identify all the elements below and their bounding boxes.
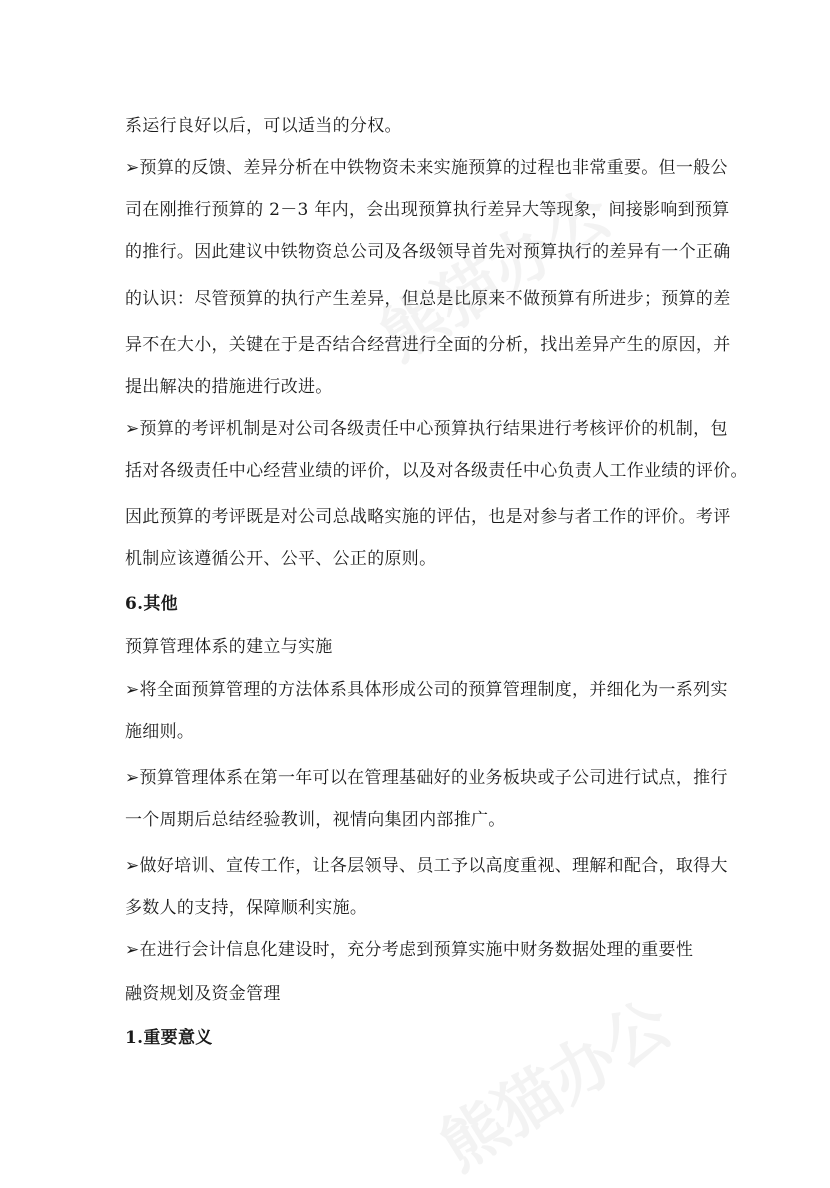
watermark-lower	[420, 974, 686, 1188]
text-line: 系运行良好以后，可以适当的分权。	[125, 116, 402, 136]
text-line: 司在刚推行预算的 2－3 年内，会出现预算执行差异大等现象，间接影响到预算	[125, 200, 730, 220]
subheading: 预算管理体系的建立与实施	[125, 637, 333, 657]
text-line: 的认识：尽管预算的执行产生差异，但总是比原来不做预算有所进步；预算的差	[125, 289, 731, 309]
text-line: ➢预算的考评机制是对公司各级责任中心预算执行结果进行考核评价的机制，包	[125, 419, 728, 439]
text-line: ➢预算管理体系在第一年可以在管理基础好的业务板块或子公司进行试点，推行	[125, 768, 728, 788]
section-heading: 6.其他	[125, 594, 178, 614]
text-line: 因此预算的考评既是对公司总战略实施的评估，也是对参与者工作的评价。考评	[125, 507, 731, 527]
text-line: 多数人的支持，保障顺利实施。	[125, 898, 368, 918]
text-line: 施细则。	[125, 722, 195, 742]
text-line: 的推行。因此建议中铁物资总公司及各级领导首先对预算执行的差异有一个正确	[125, 242, 731, 262]
text-line: 一个周期后总结经验教训，视情向集团内部推广。	[125, 810, 506, 830]
text-line: 提出解决的措施进行改进。	[125, 377, 333, 397]
text-line: ➢在进行会计信息化建设时，充分考虑到预算实施中财务数据处理的重要性	[125, 940, 694, 960]
text-line: 机制应该遵循公开、公平、公正的原则。	[125, 549, 437, 569]
text-line: ➢做好培训、宣传工作，让各层领导、员工予以高度重视、理解和配合，取得大	[125, 856, 728, 876]
text-line: ➢将全面预算管理的方法体系具体形成公司的预算管理制度，并细化为一系列实	[125, 680, 728, 700]
text-line: 括对各级责任中心经营业绩的评价，以及对各级责任中心负责人工作业绩的评价。	[125, 461, 748, 481]
text-line: ➢预算的反馈、差异分析在中铁物资未来实施预算的过程也非常重要。但一般公	[125, 158, 728, 178]
section-heading: 1.重要意义	[125, 1028, 213, 1048]
text-line: 异不在大小，关键在于是否结合经营进行全面的分析，找出差异产生的原因，并	[125, 335, 731, 355]
subheading: 融资规划及资金管理	[125, 984, 281, 1004]
